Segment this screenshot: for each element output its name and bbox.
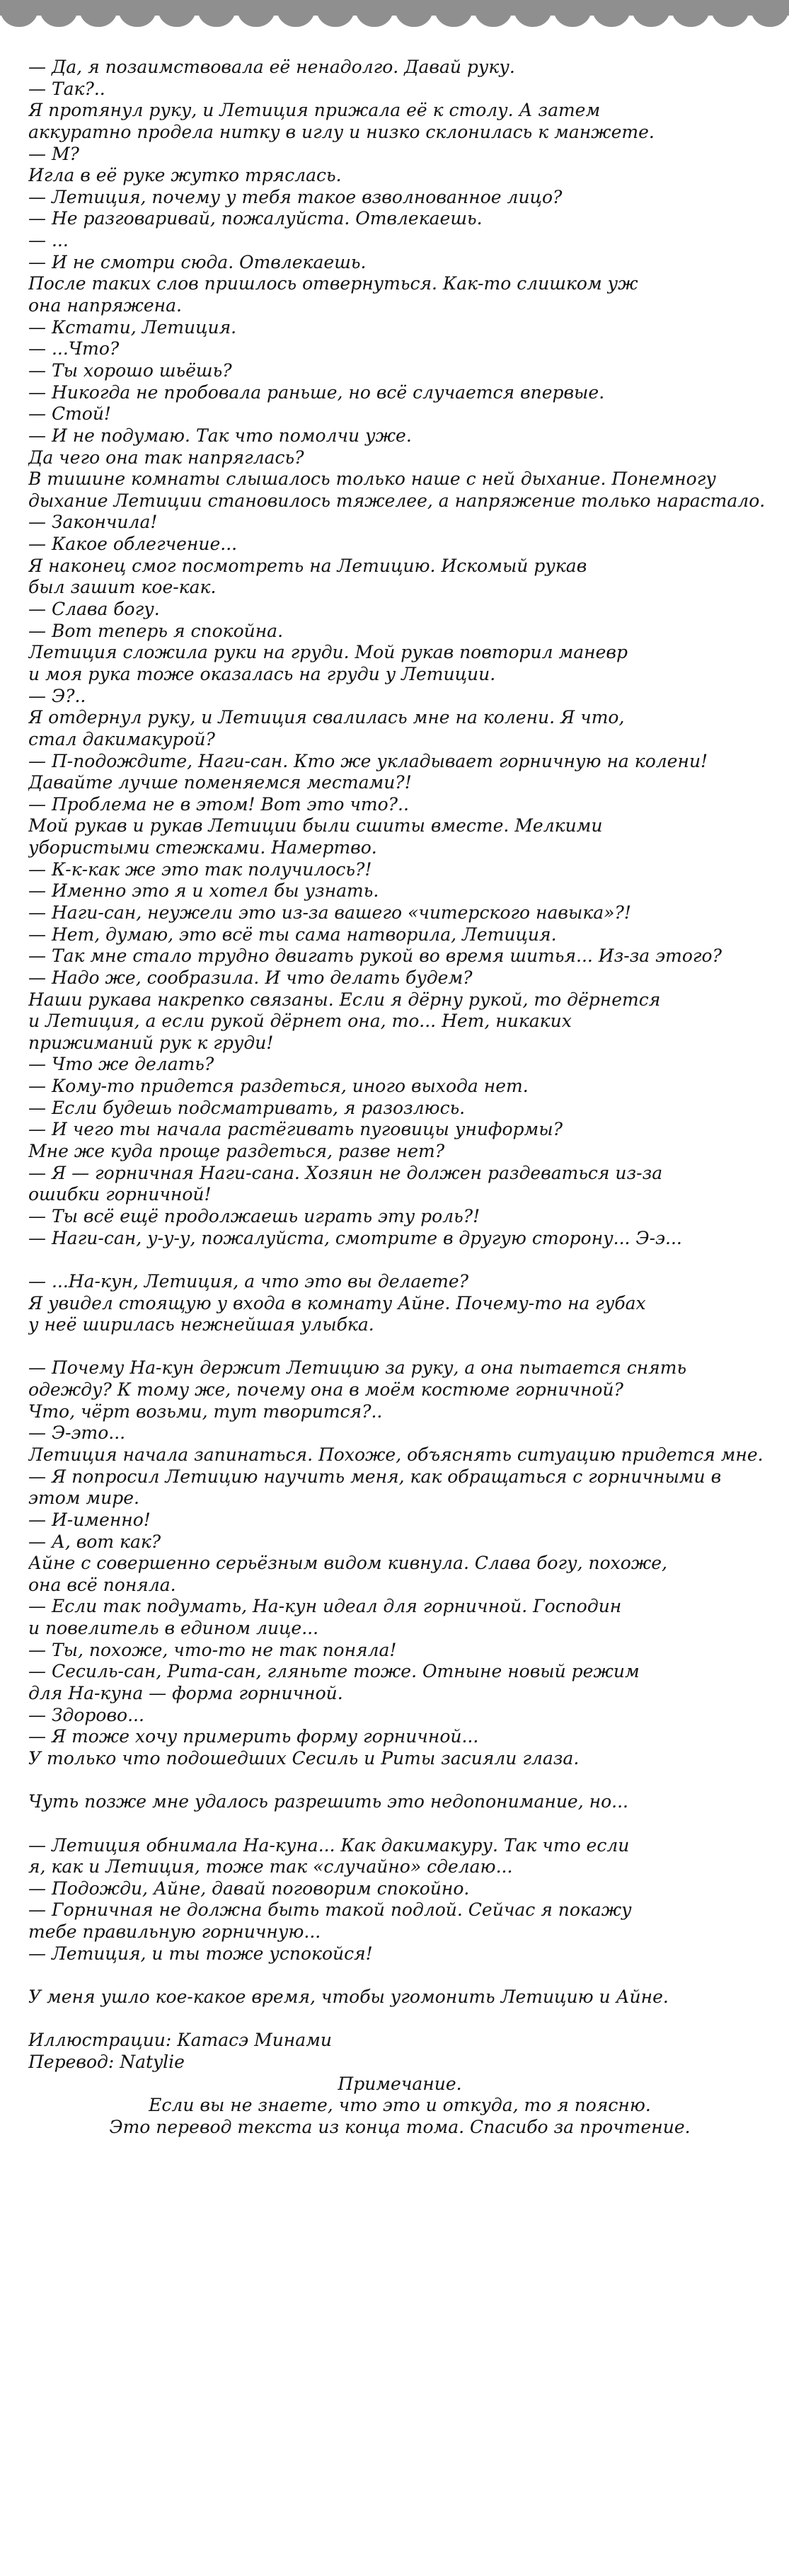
text-line: убористыми стежками. Намертво. xyxy=(28,837,377,858)
scalloped-border xyxy=(0,8,789,27)
text-line: Летиция сложила руки на груди. Мой рукав повторил маневр xyxy=(28,642,628,663)
scallop-shape xyxy=(316,8,355,27)
text-line: — Нет, думаю, это всё ты сама натворила, Летиция. xyxy=(28,924,557,945)
text-line: — А, вот как? xyxy=(28,1531,161,1552)
scallop-shape xyxy=(553,8,592,27)
text-line: тебе правильную горничную... xyxy=(28,1921,321,1943)
text-line: прижиманий рук к груди! xyxy=(28,1032,274,1053)
text-line: Наши рукава накрепко связаны. Если я дёрну рукой, то дёрнется xyxy=(28,989,661,1010)
text-line: у неё ширилась нежнейшая улыбка. xyxy=(28,1314,374,1335)
scallop-shape xyxy=(434,8,473,27)
text-line: — Летиция, и ты тоже успокойся! xyxy=(28,1943,373,1964)
text-line: — Так мне стало трудно двигать рукой во время шитья... Из-за этого? xyxy=(28,945,722,967)
text-line: — Летиция, почему у тебя такое взволнованное лицо? xyxy=(28,186,563,207)
text-line: Я наконец смог посмотреть на Летицию. Искомый рукав xyxy=(28,555,587,576)
text-line: Мой рукав и рукав Летиции были сшиты вместе. Мелкими xyxy=(28,815,603,836)
text-line: — Я попросил Летицию научить меня, как обращаться с горничными в xyxy=(28,1466,722,1487)
text-line: аккуратно продела нитку в иглу и низко склонилась к манжете. xyxy=(28,121,655,142)
scallop-shape xyxy=(158,8,196,27)
text-line: — Слава богу. xyxy=(28,599,160,620)
text-line: ошибки горничной! xyxy=(28,1184,212,1205)
paragraph-gap xyxy=(28,1249,771,1271)
text-line: — Здорово... xyxy=(28,1704,144,1725)
text-line: — Летиция обнимала На-куна... Как дакимакуру. Так что если xyxy=(28,1834,630,1856)
text-line: У только что подошедших Сесиль и Риты засияли глаза. xyxy=(28,1747,580,1769)
text-line: — Какое облегчение... xyxy=(28,534,238,555)
scallop-shape xyxy=(197,8,236,27)
text-line: стал дакимакурой? xyxy=(28,728,215,749)
text-line: — Э?.. xyxy=(28,685,86,706)
scallop-shape xyxy=(514,8,552,27)
note-line2: Это перевод текста из конца тома. Спасибо за прочтение. xyxy=(109,2116,691,2137)
text-line: В тишине комнаты слышалось только наше с ней дыхание. Понемногу xyxy=(28,468,716,490)
text-line: Игла в её руке жутко тряслась. xyxy=(28,165,342,186)
scallop-shape xyxy=(592,8,630,27)
note-line1: Если вы не знаете, что это и откуда, то я поясню. xyxy=(149,2095,651,2116)
text-line: После таких слов пришлось отвернуться. Как-то слишком уж xyxy=(28,273,638,294)
text-line: я, как и Летиция, тоже так «случайно» сделаю... xyxy=(28,1856,513,1878)
text-line: и повелитель в едином лице... xyxy=(28,1618,319,1639)
scallop-shape xyxy=(355,8,393,27)
text-line: — М? xyxy=(28,143,79,164)
text-line: — Не разговаривай, пожалуйста. Отвлекаешь. xyxy=(28,208,483,229)
text-line: — Ты всё ещё продолжаешь играть эту роль?! xyxy=(28,1205,480,1226)
note-title: Примечание. xyxy=(338,2073,462,2094)
text-line: — Ты хорошо шьёшь? xyxy=(28,360,232,381)
text-line: — И не смотри сюда. Отвлекаешь. xyxy=(28,251,367,272)
text-line: для На-куна — форма горничной. xyxy=(28,1683,343,1704)
text-line: — Я тоже хочу примерить форму горничной... xyxy=(28,1726,479,1747)
scallop-shape xyxy=(40,8,78,27)
text-line: У меня ушло кое-какое время, чтобы угомонить Летицию и Айне. xyxy=(28,1986,669,2008)
text-line: Чуть позже мне удалось разрешить это недопонимание, но... xyxy=(28,1791,628,1812)
text-line: — ...Что? xyxy=(28,338,120,360)
text-line: она всё поняла. xyxy=(28,1574,176,1595)
text-line: — Да, я позаимствовала её ненадолго. Давай руку. xyxy=(28,57,515,77)
text-line: — И-именно! xyxy=(28,1509,151,1530)
story-text xyxy=(28,57,771,2139)
text-line: — Кому-то придется раздеться, иного выхода нет. xyxy=(28,1076,529,1097)
scallop-shape xyxy=(632,8,670,27)
text-line: — Э-это... xyxy=(28,1422,126,1444)
text-line: — Если так подумать, На-кун идеал для горничной. Господин xyxy=(28,1596,622,1617)
text-line: — Наги-сан, у-у-у, пожалуйста, смотрите в другую сторону... Э-э... xyxy=(28,1227,682,1248)
text-line: — Так?.. xyxy=(28,78,105,99)
text-line: — Именно это я и хотел бы узнать. xyxy=(28,880,379,902)
scallop-shape xyxy=(751,8,789,27)
text-line: Мне же куда проще раздеться, разве нет? xyxy=(28,1141,445,1162)
scallop-shape xyxy=(672,8,710,27)
scallop-shape xyxy=(79,8,117,27)
paragraph-gap xyxy=(28,1813,771,1835)
text-line: — Наги-сан, неужели это из-за вашего «читерского навыка»?! xyxy=(28,902,631,923)
text-line: — ...На-кун, Летиция, а что это вы делаете? xyxy=(28,1270,469,1292)
text-line: — Сесиль-сан, Рита-сан, гляньте тоже. Отныне новый режим xyxy=(28,1661,640,1682)
text-line: — Надо же, сообразила. И что делать будем? xyxy=(28,967,473,988)
paragraph-gap xyxy=(28,1965,771,1986)
text-line: — Горничная не должна быть такой подлой. Сейчас я покажу xyxy=(28,1899,632,1921)
text-line: — Никогда не пробовала раньше, но всё случается впервые. xyxy=(28,381,605,403)
text-line: дыхание Летиции становилось тяжелее, а напряжение только нарастало. xyxy=(28,490,766,511)
text-line: был зашит кое-как. xyxy=(28,577,217,598)
text-line: Что, чёрт возьми, тут творится?.. xyxy=(28,1401,383,1422)
text-line: — Закончила! xyxy=(28,512,158,533)
text-line: Иллюстрации: Катасэ Минами xyxy=(28,2030,332,2051)
text-line: — К-к-как же это так получилось?! xyxy=(28,858,372,880)
text-line: — Почему На-кун держит Летицию за руку, а она пытается снять xyxy=(28,1357,687,1379)
scallop-shape xyxy=(277,8,315,27)
text-line: — Ты, похоже, что-то не так поняла! xyxy=(28,1639,397,1660)
text-line: Да чего она так напряглась? xyxy=(28,447,304,468)
text-line: Я протянул руку, и Летиция прижала её к столу. А затем xyxy=(28,100,601,121)
scallop-shape xyxy=(0,8,38,27)
text-line: этом мире. xyxy=(28,1488,140,1509)
text-line: и моя рука тоже оказалась на груди у Летиции. xyxy=(28,663,496,684)
text-line: — Что же делать? xyxy=(28,1054,214,1075)
text-line: — И не подумаю. Так что помолчи уже. xyxy=(28,425,412,446)
text-line: — ... xyxy=(28,230,69,251)
text-line: Айне с совершенно серьёзным видом кивнула. Слава богу, похоже, xyxy=(28,1553,667,1574)
paragraph-gap xyxy=(28,2008,771,2030)
text-line: Я увидел стоящую у входа в комнату Айне. Почему-то на губах xyxy=(28,1292,646,1313)
text-line: — Проблема не в этом! Вот это что?.. xyxy=(28,793,409,815)
scallop-shape xyxy=(118,8,156,27)
paragraph-gap xyxy=(28,1770,771,1792)
text-line: — Стой! xyxy=(28,403,111,425)
scallop-shape xyxy=(395,8,433,27)
text-line: — Подожди, Айне, давай поговорим спокойно. xyxy=(28,1878,470,1899)
text-line: — Вот теперь я спокойна. xyxy=(28,620,284,641)
text-line: Давайте лучше поменяемся местами?! xyxy=(28,772,412,793)
text-line: и Летиция, а если рукой дёрнет она, то... Нет, никаких xyxy=(28,1011,572,1032)
text-line: Я отдернул руку, и Летиция свалилась мне на колени. Я что, xyxy=(28,707,625,728)
scallop-shape xyxy=(237,8,275,27)
paragraph-gap xyxy=(28,1336,771,1358)
text-line: — П-подождите, Наги-сан. Кто же укладывает горничную на колени! xyxy=(28,750,708,771)
text-line: — Кстати, Летиция. xyxy=(28,316,237,338)
scallop-shape xyxy=(711,8,749,27)
text-line: — Я — горничная Наги-сана. Хозяин не должен раздеваться из-за xyxy=(28,1162,663,1183)
text-line: — Если будешь подсматривать, я разозлюсь. xyxy=(28,1097,466,1118)
text-line: Летиция начала запинаться. Похоже, объяснять ситуацию придется мне. xyxy=(28,1444,764,1465)
text-line: — И чего ты начала растёгивать пуговицы униформы? xyxy=(28,1119,563,1140)
scallop-shape xyxy=(474,8,512,27)
text-line: она напряжена. xyxy=(28,295,182,316)
text-line: одежду? К тому же, почему она в моём костюме горничной? xyxy=(28,1379,623,1401)
text-line: Перевод: Natylie xyxy=(28,2051,185,2072)
